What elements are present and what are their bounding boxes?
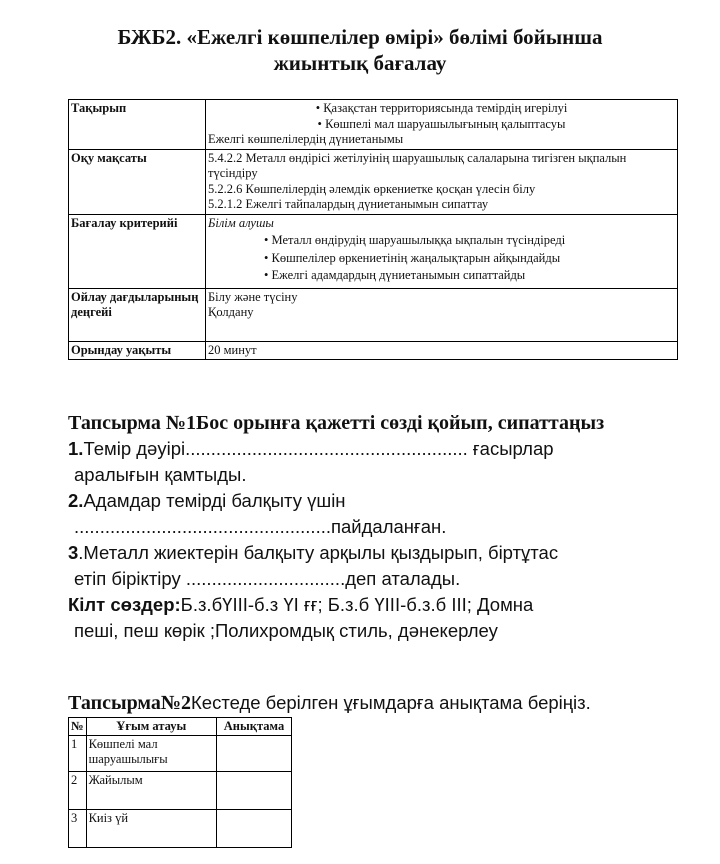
task-1-item-2: 2.Адамдар темірді балқыту үшін xyxy=(68,490,346,511)
task-1-item-1: 1.Темір дәуірі....................................................... ғасырлар xyxy=(68,438,554,459)
criteria-row xyxy=(69,214,678,288)
goal-item: 5.4.2.2 Металл өндірісі жетілуінің шаруашылық салаларына тигізген ықпалын түсіндіру xyxy=(208,150,627,180)
topic-bullet: • Қазақстан территориясында темірдің игерілуі xyxy=(315,101,568,115)
criteria-item: • Ежелгі адамдардың дүниетанымын сипаттайды xyxy=(264,268,526,282)
skills-row xyxy=(69,288,678,341)
task-1-section xyxy=(68,410,688,644)
keywords-line: Кілт сөздер:Б.з.бҮІІІ-б.з ҮІ ғғ; Б.з.б ҮІІІ-б.з.б ІІІ; Домна xyxy=(68,594,534,615)
row-term: Көшпелі мал шаруашылығы xyxy=(86,736,216,772)
criteria-cell xyxy=(206,214,678,288)
row-definition[interactable] xyxy=(217,810,292,848)
row-term: Жайылым xyxy=(86,772,216,810)
skill-item: Білу және түсіну xyxy=(208,289,298,304)
skill-item: Қолдану xyxy=(208,305,254,319)
criteria-item: • Көшпелілер өркениетінің жаңалықтарын айқындайды xyxy=(264,250,561,265)
table-row xyxy=(69,736,292,772)
terms-header-row xyxy=(69,718,292,736)
task-2-label: Тапсырма№2 xyxy=(68,692,191,714)
skills-label: Ойлау дағдыларының деңгейі xyxy=(69,288,206,341)
keywords-cont: пеші, пеш көрік ;Полихромдық стиль, дәнекерлеу xyxy=(74,620,498,641)
time-row xyxy=(69,341,678,360)
time-value: 20 минут xyxy=(206,341,678,360)
topic-cell xyxy=(206,100,678,150)
goal-item: 5.2.2.6 Көшпелілердің әлемдік өркениетке қосқан үлесін білу xyxy=(208,181,536,196)
topic-row xyxy=(69,100,678,150)
task-1-item-2-cont: ..................................................пайдаланған. xyxy=(74,516,447,537)
row-num: 3 xyxy=(69,810,87,848)
table-row xyxy=(69,772,292,810)
goals-row xyxy=(69,149,678,214)
task-1-item-3: 3.Металл жиектерін балқыту арқылы қыздырып, біртұтас xyxy=(68,542,559,563)
criteria-label: Бағалау критерийі xyxy=(69,214,206,288)
goals-cell xyxy=(206,149,678,214)
task-1-heading: Тапсырма №1Бос орынға қажетті сөзді қойып, сипаттаңыз xyxy=(68,412,605,434)
row-term: Киіз үй xyxy=(86,810,216,848)
time-label: Орындау уақыты xyxy=(69,341,206,360)
task-1-item-3-cont: етіп біріктіру ...............................деп аталады. xyxy=(74,568,461,589)
row-num: 2 xyxy=(69,772,87,810)
row-definition[interactable] xyxy=(217,736,292,772)
row-num: 1 xyxy=(69,736,87,772)
col-header-term: Ұғым атауы xyxy=(86,718,216,736)
title-line-1: БЖБ2. «Ежелгі көшпелілер өмірі» бөлімі бойынша xyxy=(117,25,603,49)
topic-label: Тақырып xyxy=(69,100,206,150)
assessment-info-table xyxy=(68,99,678,360)
table-row xyxy=(69,810,292,848)
row-definition[interactable] xyxy=(217,772,292,810)
criteria-intro: Білім алушы xyxy=(208,215,274,230)
terms-table xyxy=(68,717,292,848)
task-2-instruction: Кестеде берілген ұғымдарға анықтама беріңіз. xyxy=(191,692,591,713)
task-2-heading xyxy=(68,690,708,716)
col-header-num: № xyxy=(69,718,87,736)
goals-label: Оқу мақсаты xyxy=(69,149,206,214)
task-1-item-1-cont: аралығын қамтыды. xyxy=(74,464,247,485)
skills-cell xyxy=(206,288,678,341)
goal-item: 5.2.1.2 Ежелгі тайпалардың дүниетанымын сипаттау xyxy=(208,197,489,211)
document-title xyxy=(0,24,720,76)
topic-extra: Ежелгі көшпелілердің дүниетанымы xyxy=(208,132,404,146)
col-header-definition: Анықтама xyxy=(217,718,292,736)
criteria-item: • Металл өндірудің шаруашылыққа ықпалын түсіндіреді xyxy=(264,233,566,247)
topic-bullet: • Көшпелі мал шаруашылығының қалыптасуы xyxy=(317,116,566,131)
title-line-2: жиынтық бағалау xyxy=(273,51,447,75)
